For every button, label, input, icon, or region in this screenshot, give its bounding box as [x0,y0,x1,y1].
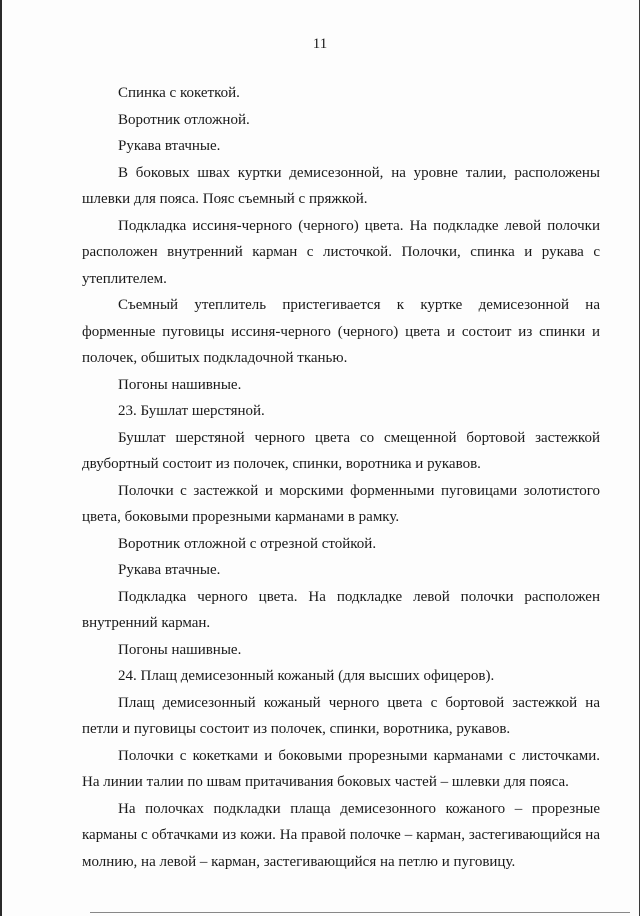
paragraph: Полочки с кокетками и боковыми прорезными карманами с листочками. На линии талии по швам притачивания боковых частей – шлевки для пояса. [82,747,600,790]
paragraph: Бушлат шерстяной черного цвета со смещенной бортовой застежкой двубортный состоит из полочек, спинки, воротника и рукавов. [82,429,600,472]
paragraph: Рукава втачные. [118,562,221,578]
paragraph: Воротник отложной. [118,111,250,128]
paragraph: Воротник отложной с отрезной стойкой. [118,535,377,552]
paragraph: Спинка с кокеткой. [118,85,240,101]
paragraph: Полочки с застежкой и морскими форменными пуговицами золотистого цвета, боковыми прорезными карманами в рамку. [82,482,600,525]
paragraph: Съемный утеплитель пристегивается к куртке демисезонной на форменные пуговицы иссиня-черного (черного) цвета и состоит из спинки и полочек, обшитых подкладочной тканью. [82,297,600,366]
section-heading: 24. Плащ демисезонный кожаный (для высших офицеров). [118,668,495,684]
scan-left-edge [0,0,2,916]
paragraph: Подкладка иссиня-черного (черного) цвета. На подкладке левой полочки расположен внутренний карман с листочкой. Полочки, спинка и рукава с утеплителем. [82,217,600,287]
paragraph: В боковых швах куртки демисезонной, на уровне талии, расположены шлевки для пояса. Пояс съемный с пряжкой. [82,164,600,207]
section-heading: 23. Бушлат шерстяной. [118,403,265,419]
body-text [82,80,600,875]
page-number: 11 [312,36,328,52]
paragraph: Рукава втачные. [118,138,221,154]
paragraph: На полочках подкладки плаща демисезонного кожаного – прорезные карманы с обтачками из кожи. На правой полочке – карман, застегивающийся на молнию, на левой – карман, застегивающийся на петлю и пуговицу. [82,800,600,870]
paragraph: Плащ демисезонный кожаный черного цвета с бортовой застежкой на петли и пуговицы состоит из полочек, спинки, воротника, рукавов. [82,694,600,737]
paragraph: Подкладка черного цвета. На подкладке левой полочки расположен внутренний карман. [82,588,600,631]
paragraph: Погоны нашивные. [118,641,242,658]
paragraph: Погоны нашивные. [118,376,242,393]
scan-bottom-edge [90,912,630,913]
